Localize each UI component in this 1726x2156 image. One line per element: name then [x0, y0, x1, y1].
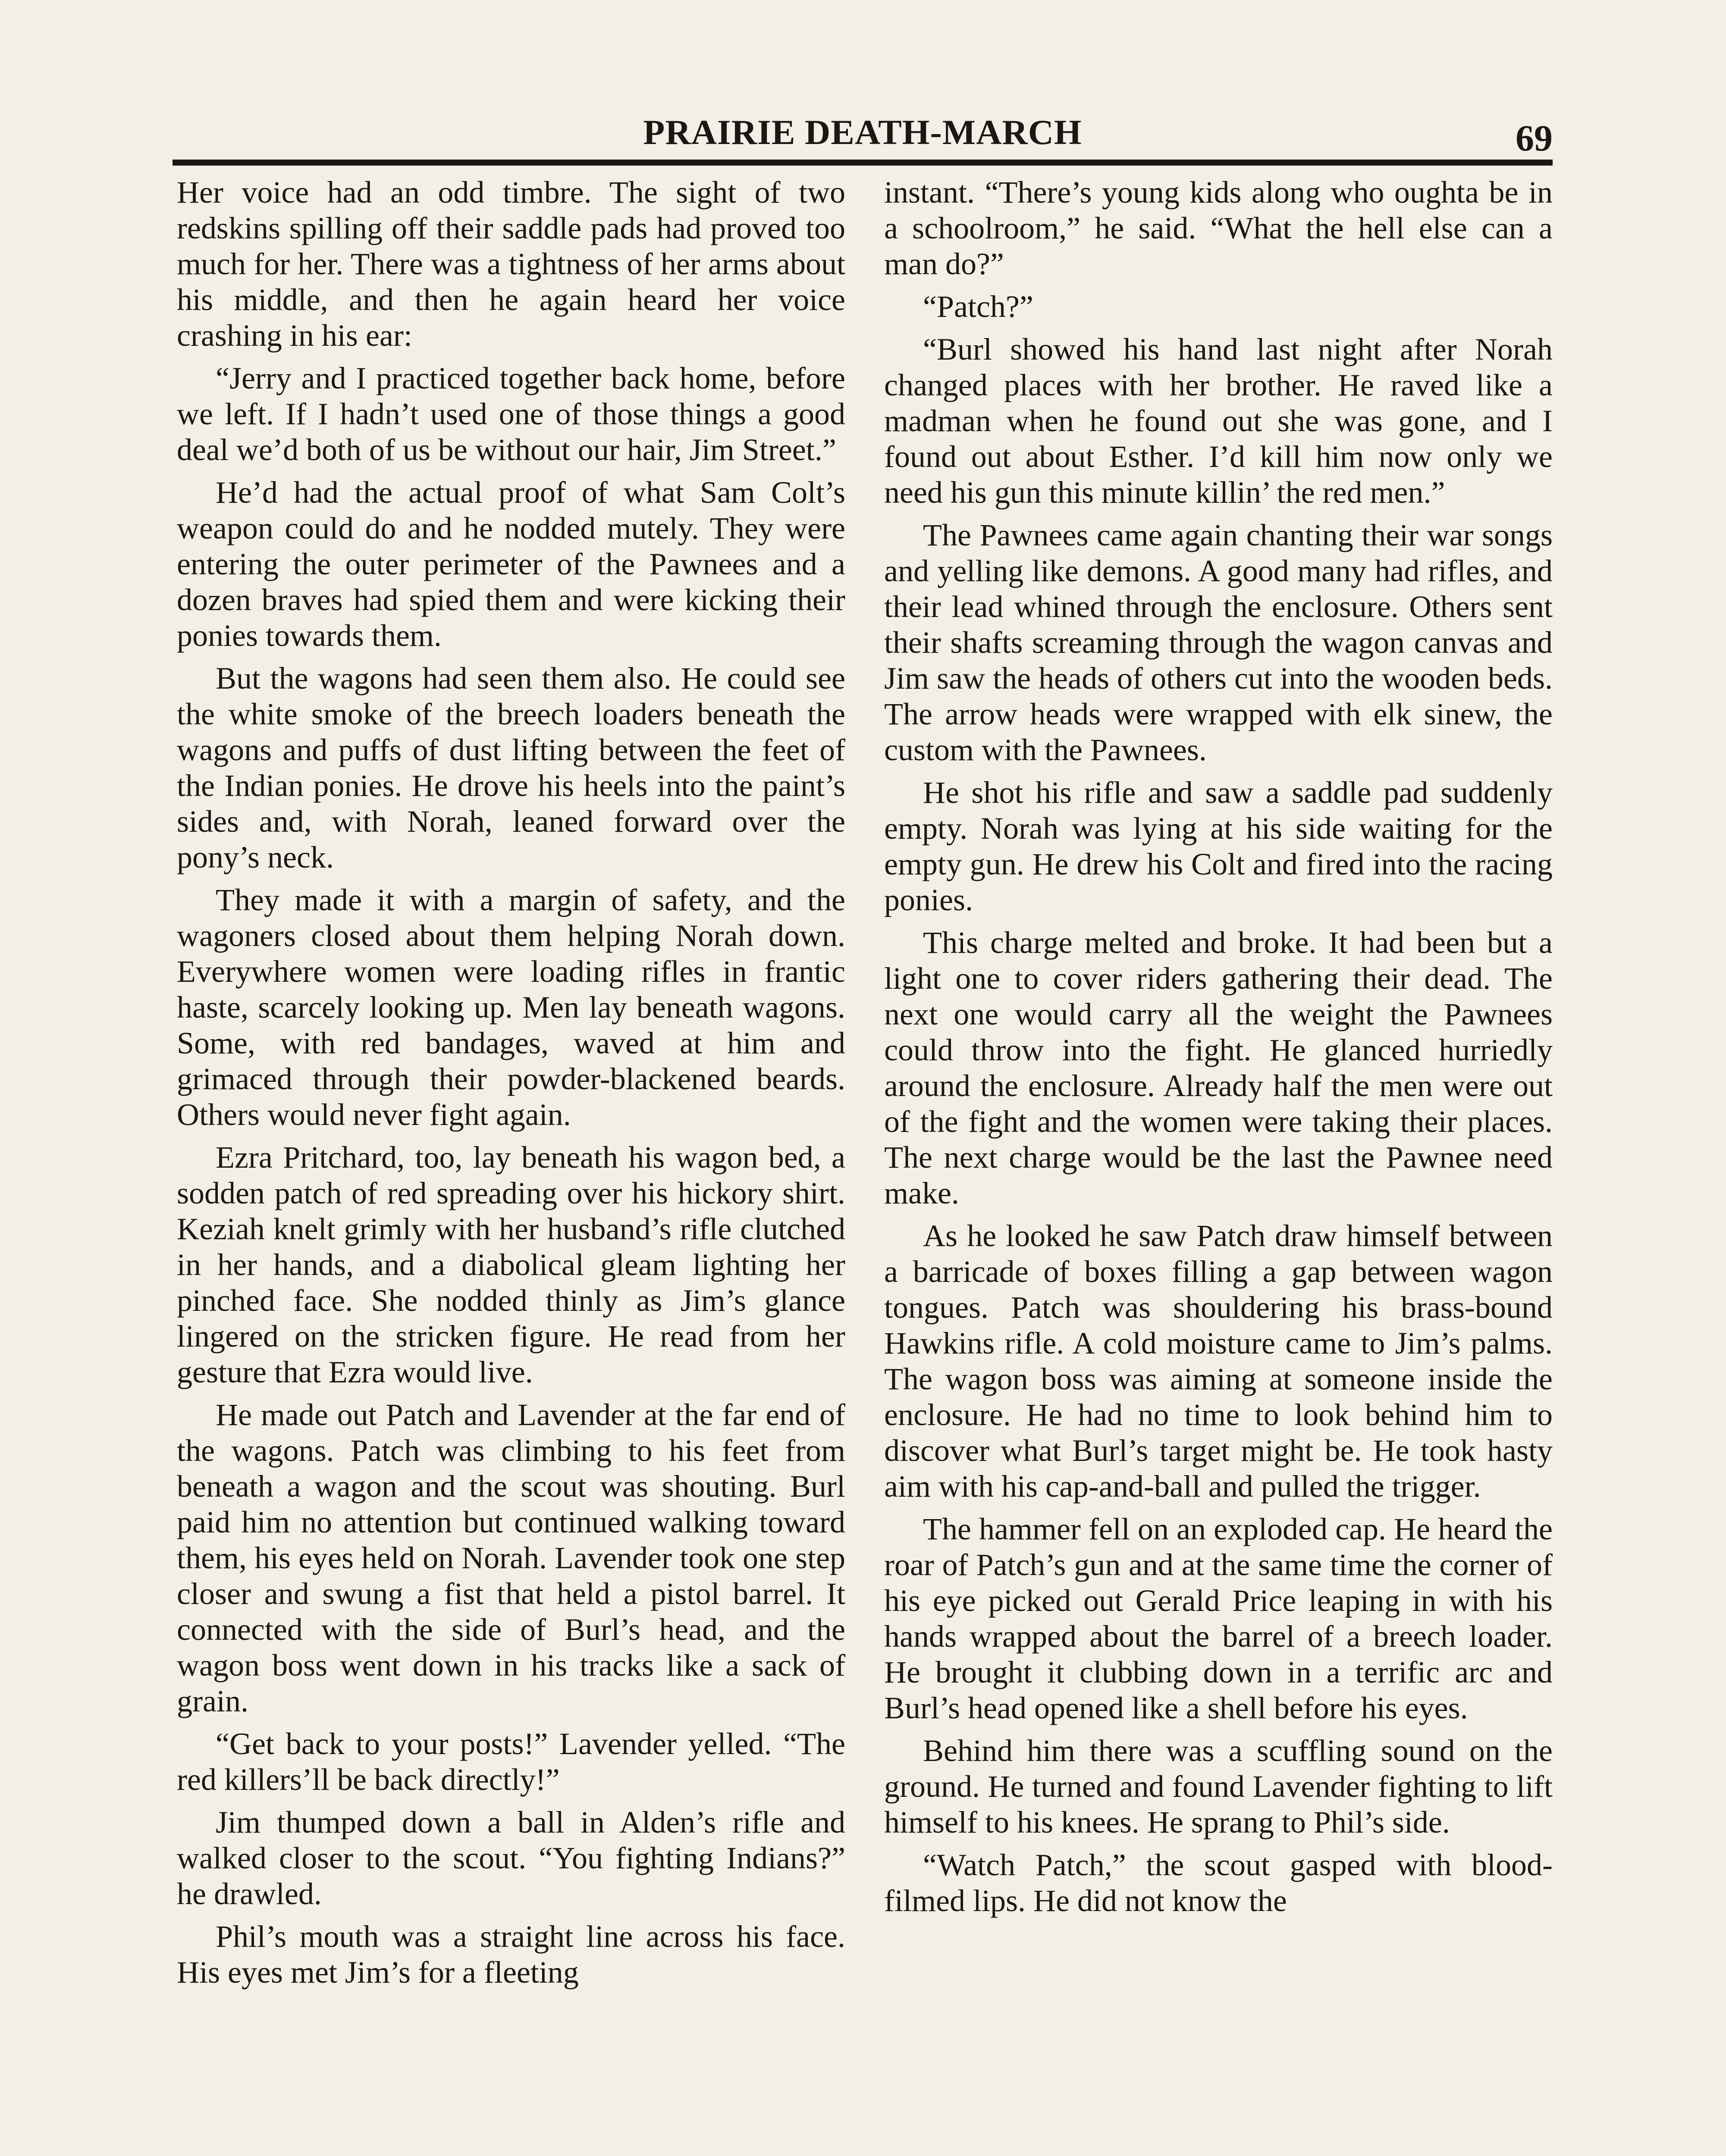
paragraph: Jim thumped down a ball in Alden’s rifle and walked closer to the scout. “You fighting Indians?” he drawled. — [177, 1805, 845, 1911]
paragraph: He’d had the actual proof of what Sam Colt’s weapon could do and he nodded mutely. They were entering the outer perimeter of the Pawnees and a dozen braves had spied them and were kicking their ponies towards them. — [177, 475, 845, 653]
paragraph: “Watch Patch,” the scout gasped with blood-filmed lips. He did not know the — [884, 1848, 1553, 1918]
running-title: PRAIRIE DEATH-MARCH — [643, 113, 1082, 152]
paragraph: The hammer fell on an exploded cap. He heard the roar of Patch’s gun and at the same time the corner of his eye picked out Gerald Price leaping in with his hands wrapped about the barrel of a breech loader. He brought it clubbing down in a terrific arc and Burl’s head opened like a shell before his eyes. — [884, 1512, 1553, 1725]
paragraph: Behind him there was a scuffling sound on the ground. He turned and found Lavender fighting to lift himself to his knees. He sprang to Phil’s side. — [884, 1733, 1553, 1839]
header-rule — [173, 160, 1553, 166]
paragraph: But the wagons had seen them also. He could see the white smoke of the breech loaders beneath the wagons and puffs of dust lifting between the feet of the Indian ponies. He drove his heels into the paint’s sides and, with Norah, leaned forward over the pony’s neck. — [177, 661, 845, 874]
paragraph: He made out Patch and Lavender at the far end of the wagons. Patch was climbing to his feet from beneath a wagon and the scout was shouting. Burl paid him no attention but continued walking toward them, his eyes held on Norah. Lavender took one step closer and swung a fist that held a pistol barrel. It connected with the side of Burl’s head, and the wagon boss went down in his tracks like a sack of grain. — [177, 1398, 845, 1718]
paragraph: They made it with a margin of safety, and the wagoners closed about them helping Norah down. Everywhere women were loading rifles in frantic haste, scarcely looking up. Men lay beneath wagons. Some, with red bandages, waved at him and grimaced through their powder-blackened beards. Others would never fight again. — [177, 883, 845, 1132]
paragraph: Her voice had an odd timbre. The sight of two redskins spilling off their saddle pads had proved too much for her. There was a tightness of her arms about his middle, and then he again heard her voice crashing in his ear: — [177, 175, 845, 353]
paragraph: “Jerry and I practiced together back home, before we left. If I hadn’t used one of those things a good deal we’d both of us be without our hair, Jim Street.” — [177, 361, 845, 467]
paragraph: “Patch?” — [923, 289, 1033, 324]
right-column — [884, 175, 1553, 1926]
paragraph: instant. “There’s young kids along who oughta be in a schoolroom,” he said. “What the hell else can a man do?” — [884, 175, 1553, 281]
page-header — [173, 108, 1553, 164]
paragraph: As he looked he saw Patch draw himself between a barricade of boxes filling a gap between wagon tongues. Patch was shouldering his brass-bound Hawkins rifle. A cold moisture came to Jim’s palms. The wagon boss was aiming at someone inside the enclosure. He had no time to look behind him to discover what Burl’s target might be. He took hasty aim with his cap-and-ball and pulled the trigger. — [884, 1219, 1553, 1504]
left-column — [177, 175, 845, 1997]
paragraph: This charge melted and broke. It had been but a light one to cover riders gathering their dead. The next one would carry all the weight the Pawnees could throw into the fight. He glanced hurriedly around the enclosure. Already half the men were out of the fight and the women were taking their places. The next charge would be the last the Pawnee need make. — [884, 925, 1553, 1210]
paragraph: “Get back to your posts!” Lavender yelled. “The red killers’ll be back directly!” — [177, 1727, 845, 1797]
paragraph: “Burl showed his hand last night after Norah changed places with her brother. He raved like a madman when he found out she was gone, and I found out about Esther. I’d kill him now only we need his gun this minute killin’ the red men.” — [884, 332, 1553, 510]
page-number: 69 — [1516, 117, 1553, 159]
paragraph: Ezra Pritchard, too, lay beneath his wagon bed, a sodden patch of red spreading over his hickory shirt. Keziah knelt grimly with her husband’s rifle clutched in her hands, and a diabolical gleam lighting her pinched face. She nodded thinly as Jim’s glance lingered on the stricken figure. He read from her gesture that Ezra would live. — [177, 1140, 845, 1389]
paragraph: The Pawnees came again chanting their war songs and yelling like demons. A good many had rifles, and their lead whined through the enclosure. Others sent their shafts screaming through the wagon canvas and Jim saw the heads of others cut into the wooden beds. The arrow heads were wrapped with elk sinew, the custom with the Pawnees. — [884, 518, 1553, 767]
paragraph: He shot his rifle and saw a saddle pad suddenly empty. Norah was lying at his side waiting for the empty gun. He drew his Colt and fired into the racing ponies. — [884, 775, 1553, 917]
paragraph: Phil’s mouth was a straight line across his face. His eyes met Jim’s for a fleeting — [177, 1919, 845, 1990]
